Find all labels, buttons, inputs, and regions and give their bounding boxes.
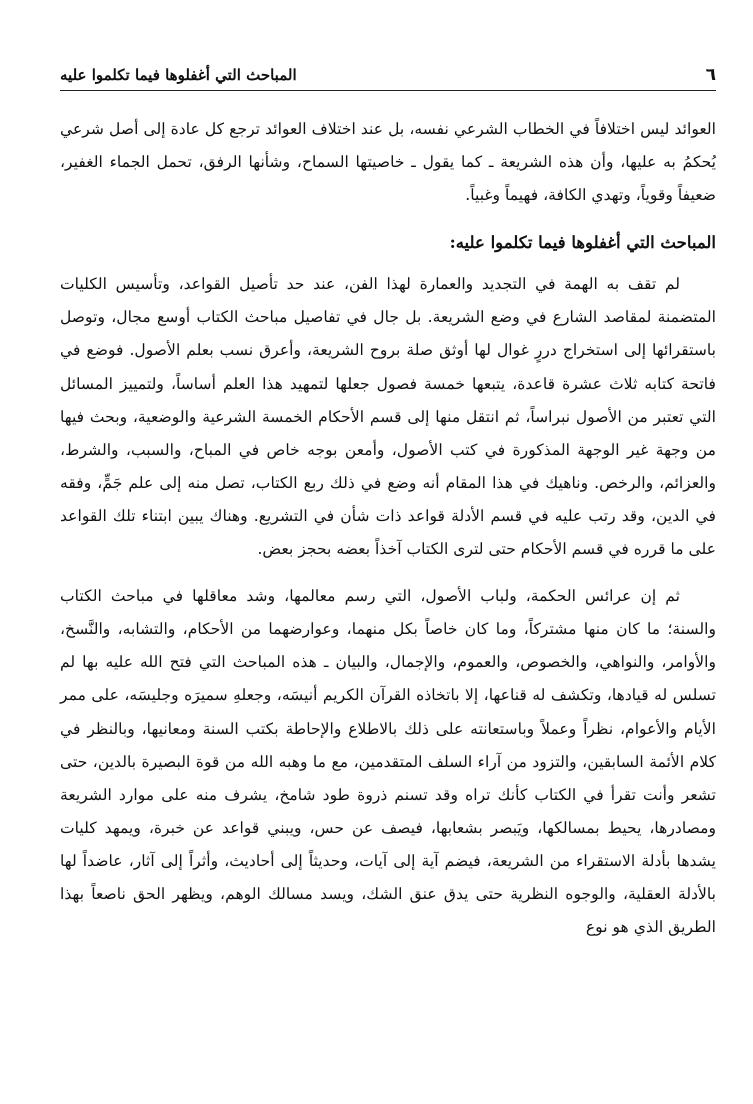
book-page [60,60,716,944]
text-body [60,113,716,944]
paragraph-3: ثم إن عرائس الحكمة، ولباب الأصول، التي رسم معالمها، وشد معاقلها في مباحث الكتاب والسنة؛ ما كان منها مشتركاً، وما كان خاصاً بكل منهما، وعوارضهما من الأحكام، والتشابه، والنَّسخ، والأوامر، والنواهي، والخصوص، والعموم، والإجمال، والبيان ـ هذه المباحث التي فتح الله عليه بها لم تسلس له قيادها، وتكشف له قناعها، إلا باتخاذه القرآن الكريم أنيسَه، وجعلهِ سميرَه وجليسَه، على ممر الأيام والأعوام، نظراً وعملاً وباستعانته على ذلك بالاطلاع والإحاطة بكتب السنة ومعانيها، وبالنظر في كلام الأئمة السابقين، والتزود من آراء السلف المتقدمين، مع ما وهبه الله من قوة البصيرة بالدين، حتى تشعر وأنت تقرأ في الكتاب كأنك تراه وقد تسنم ذروة طود شامخ، يشرف منه على موارد الشريعة ومصادرها، يحيط بمسالكها، ويَبصر بشعابها، فيصف عن حس، ويبني قواعد عن خبرة، ويمهد كليات يشدها بأدلة الاستقراء من الشريعة، فيضم آية إلى آيات، وحديثاً إلى أحاديث، وأثراً إلى آثار، عاضداً لها بالأدلة العقلية، والوجوه النظرية حتى يدق عنق الشك، ويسد مسالك الوهم، ويظهر الحق ناصعاً بهذا الطريق الذي هو نوع [60,587,716,937]
paragraph-spacer [60,566,716,580]
paragraph-intro: العوائد ليس اختلافاً في الخطاب الشرعي نفسه، بل عند اختلاف العوائد ترجع كل عادة إلى أصل شرعي يُحكمُ به عليها، وأن هذه الشريعة ـ كما يقول ـ خاصيتها السماح، وشأنها الرفق، تحمل الجماء الغفير، ضعيفاً وقوياً، وتهدي الكافة، فهيماً وغبياً. [60,120,716,205]
page-number: ٦ [705,65,716,85]
running-header [60,60,716,91]
section-heading: المباحث التي أغفلوها فيما تكلموا عليه: [449,233,716,253]
running-title: المباحث التي أغفلوها فيما تكلموا عليه [60,66,297,84]
paragraph-2: لم تقف به الهمة في التجديد والعمارة لهذا الفن، عند حد تأصيل القواعد، وتأسيس الكليات المتضمنة لمقاصد الشارع في وضع الشريعة. بل جال في تفاصيل مباحث الكتاب أوسع مجال، وتوصل باستقرائها إلى استخراج دررٍ غوال لها أوثق صلة بروح الشريعة، وأعرق نسب بعلم الأصول. فوضع في فاتحة كتابه ثلاث عشرة قاعدة، يتبعها خمسة فصول جعلها لتمهيد هذا العلم أساساً، ولتمييز المسائل التي تعتبر من الأصول نبراساً، ثم انتقل منها إلى قسم الأحكام الخمسة الشرعية والوضعية، وبحث فيها من وجهة غير الوجهة المذكورة في كتب الأصول، وأمعن بوجه خاص في المباح، والسبب، والشرط، والعزائم، والرخص. وناهيك في هذا المقام أنه وضع في ذلك ربع الكتاب، تصل منه إلى علم جَمٍّ، وفقه في الدين، وقد رتب عليه في قسم الأدلة قواعد ذات شأن في التشريع. وهناك يبين ابتناء تلك القواعد على ما قرره في قسم الأحكام حتى لترى الكتاب آخذاً بعضه بحجز بعض. [60,275,716,559]
